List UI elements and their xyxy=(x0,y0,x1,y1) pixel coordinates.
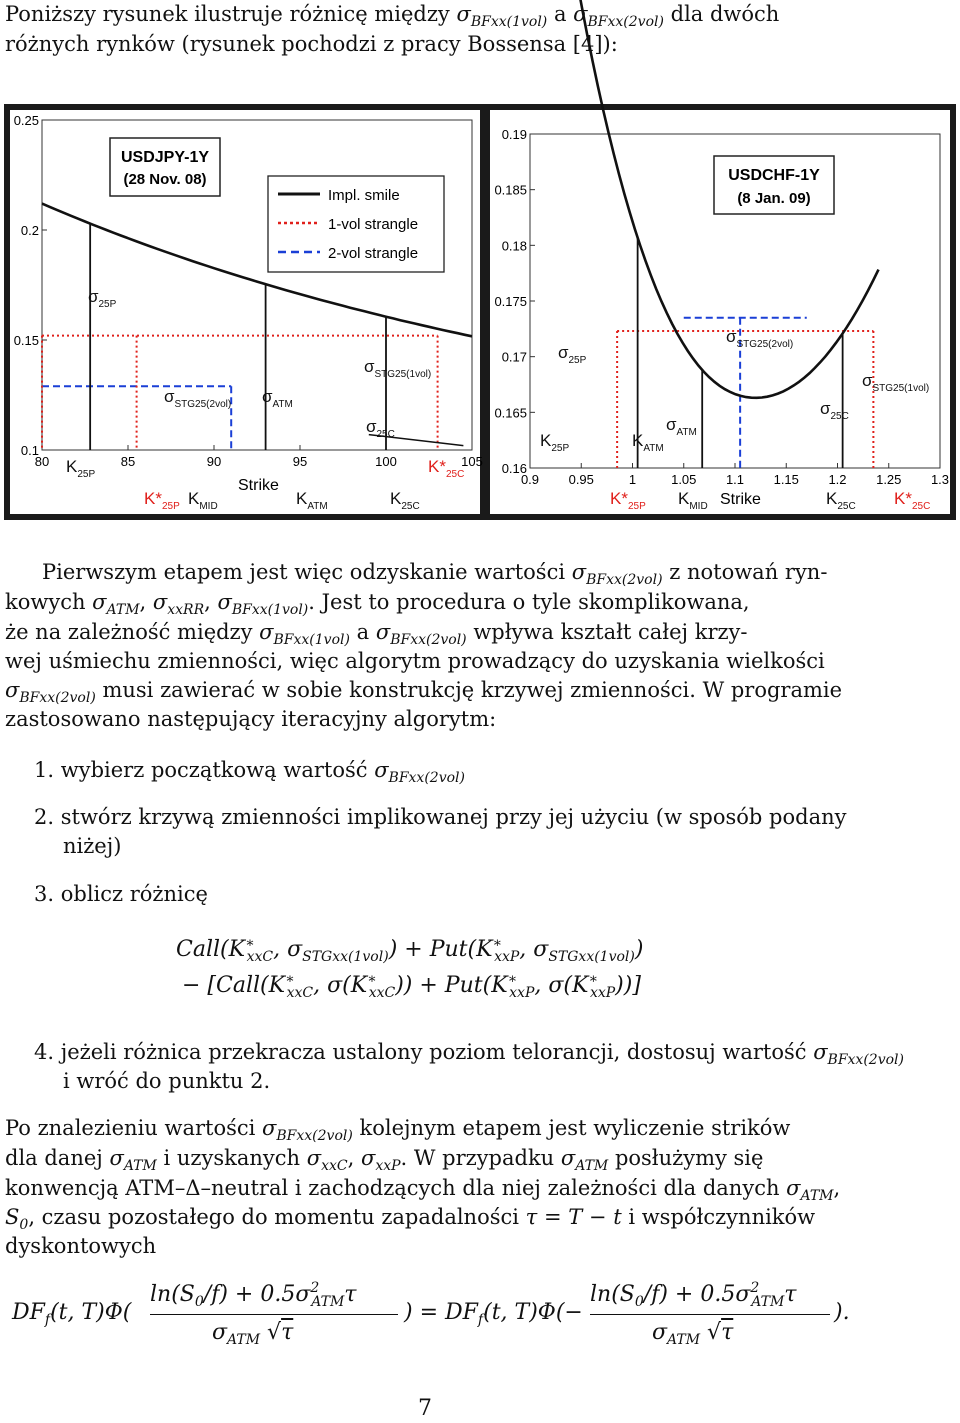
para2-line-3: konwencją ATM–Δ–neutral i zachodzących dla niej zależności dla danych $\sigma_{ATM}$, xyxy=(5,1176,841,1204)
intro-line-2: różnych rynków (rysunek pochodzi z pracy Bossensa [4]): xyxy=(5,32,618,56)
x-tick-label: 95 xyxy=(292,454,308,469)
k-25c-label: $K_{25C}$ xyxy=(826,489,856,512)
fraction-bar-1 xyxy=(150,1314,398,1315)
kstar-25c-label: $K*_{25C}$ xyxy=(428,457,465,480)
x-tick-label: 105 xyxy=(461,454,483,469)
legend-smile-label: Impl. smile xyxy=(328,187,400,204)
x-tick-label: 1.2 xyxy=(828,472,847,487)
chart-right-title: USDCHF-1Y xyxy=(728,167,820,184)
kstar-25p-label: $K*_{25P}$ xyxy=(610,489,646,512)
page-number: 7 xyxy=(418,1396,432,1421)
fraction-bar-2 xyxy=(590,1314,830,1315)
sigma-25p-label: $\sigma_{25P}$ xyxy=(88,287,117,310)
sigma-stg25-2vol-label: $\sigma_{STG25(2vol)}$ xyxy=(164,387,232,410)
formula-2-numerator-1: $\ln(S_0/f) + 0.5\sigma^2_{ATM}\tau$ xyxy=(150,1280,357,1310)
sigma-stg25-1vol-label: $\sigma_{STG25(1vol)}$ xyxy=(364,357,432,380)
para1-line-3: że na zależność między $\sigma_{BFxx(1vol)}$ a $\sigma_{BFxx(2vol)}$ wpływa kształt całej krzy- xyxy=(5,620,748,648)
formula-2 xyxy=(12,1282,942,1352)
y-tick-label: 0.15 xyxy=(13,333,39,348)
kstar-25c-label: $K*_{25C}$ xyxy=(894,489,931,512)
chart-usdjpy-svg xyxy=(10,110,483,514)
k-atm-label: $K_{ATM}$ xyxy=(632,431,664,454)
chart-right-subtitle: (8 Jan. 09) xyxy=(737,190,811,207)
k-25p-label: $K_{25P}$ xyxy=(540,431,570,454)
sigma-25c-label: $\sigma_{25C}$ xyxy=(820,399,849,422)
figure-panels xyxy=(4,104,956,520)
y-tick-label: 0.175 xyxy=(494,294,527,309)
sigma-25p-label: $\sigma_{25P}$ xyxy=(558,343,587,366)
step-1: 1. wybierz początkową wartość $\sigma_{BFxx(2vol)}$ xyxy=(34,758,465,786)
sigma-stg25-1vol-label: $\sigma_{STG25(1vol)}$ xyxy=(862,371,930,394)
sigma-atm-label: $\sigma_{ATM}$ xyxy=(262,387,293,410)
legend-2vol-label: 2-vol strangle xyxy=(328,245,419,262)
sigma-atm-label: $\sigma_{ATM}$ xyxy=(666,415,697,438)
legend-1vol-label: 1-vol strangle xyxy=(328,216,419,233)
chart-left-subtitle: (28 Nov. 08) xyxy=(123,171,207,188)
k-mid-label: $K_{MID}$ xyxy=(188,489,218,512)
k-mid-label-right: $K_{MID}$ xyxy=(678,489,708,512)
step-2-line-1: 2. stwórz krzywą zmienności implikowanej przy jej użyciu (w sposób podany xyxy=(34,805,847,829)
x-tick-label: 90 xyxy=(206,454,222,469)
strike-label: Strike xyxy=(720,491,761,508)
formula-1-line-2: − [$Call(K^∗_{xxC}$, $\sigma(K^∗_{xxC})) + Put(K^∗_{xxP}$, $\sigma(K^∗_{xxP})$)] xyxy=(182,971,641,1001)
formula-2-lhs: $DF_f(t$, T)Φ( xyxy=(12,1300,132,1328)
para1-line-6: zastosowano następujący iteracyjny algorytm: xyxy=(5,707,497,731)
x-tick-label: 85 xyxy=(120,454,136,469)
formula-2-numerator-2: $\ln(S_0/f) + 0.5\sigma^2_{ATM}\tau$ xyxy=(590,1280,797,1310)
y-tick-label: 0.19 xyxy=(501,127,527,142)
y-tick-label: 0.18 xyxy=(501,238,527,254)
y-tick-label: 0.165 xyxy=(494,405,527,421)
step-2-line-2: niżej) xyxy=(63,834,122,858)
x-tick-label: 1.1 xyxy=(725,472,745,487)
step-3: 3. oblicz różnicę xyxy=(34,882,208,906)
x-tick-label: 0.9 xyxy=(520,472,540,487)
y-tick-label: 0.16 xyxy=(501,461,527,476)
x-tick-label: 80 xyxy=(34,454,50,469)
chart-usdchf xyxy=(490,110,950,514)
k-25c-label: $K_{25C}$ xyxy=(390,489,420,512)
para2-line-2: dla danej $\sigma_{ATM}$ i uzyskanych $\sigma_{xxC}$, $\sigma_{xxP}$. W przypadku $\sigma_{ATM}$ posłużymy się xyxy=(5,1146,764,1174)
para1-line-5: $\sigma_{BFxx(2vol)}$ musi zawierać w sobie konstrukcję krzywej zmienności. W programie xyxy=(5,678,843,706)
formula-2-denominator-2: $\sigma_{ATM}$ √τ xyxy=(652,1320,734,1348)
k-atm-label: $K_{ATM}$ xyxy=(296,489,328,512)
step-4-line-1: 4. jeżeli różnica przekracza ustalony poziom telorancji, dostosuj wartość $\sigma_{BFxx(2vol)}$ xyxy=(34,1040,904,1068)
chart-usdchf-svg xyxy=(490,110,950,514)
formula-1-line-1: $Call(K^∗_{xxC}$, $\sigma_{STGxx(1vol)}) + Put(K^∗_{xxP}$, $\sigma_{STGxx(1vol)}$) xyxy=(176,935,644,965)
step-4-line-2: i wróć do punktu 2. xyxy=(63,1069,271,1093)
para2-line-5: dyskontowych xyxy=(5,1234,157,1258)
x-tick-label: 0.95 xyxy=(568,472,594,487)
sigma-25c-label: $\sigma_{25C}$ xyxy=(366,417,395,440)
strike-label: Strike xyxy=(238,477,279,494)
kstar-25p-label: $K*_{25P}$ xyxy=(144,489,180,512)
y-tick-label: 0.2 xyxy=(20,223,39,238)
para1-line-1: Pierwszym etapem jest więc odzyskanie wartości $\sigma_{BFxx(2vol)}$ z notowań ryn- xyxy=(42,560,828,588)
plot-frame xyxy=(42,120,472,450)
k-25p-label: $K_{25P}$ xyxy=(66,457,96,480)
sigma-stg25-2vol-label: $\sigma_{STG25(2vol)}$ xyxy=(726,327,794,350)
chart-left-title: USDJPY-1Y xyxy=(120,149,210,166)
para2-line-4: $S_0$, czasu pozostałego do momentu zapadalności τ = T − t i współczynników xyxy=(5,1205,816,1233)
formula-2-mid: ) = $DF_f(t$, T)Φ(− xyxy=(404,1300,583,1328)
y-tick-label: 0.1 xyxy=(20,443,39,458)
x-tick-label: 100 xyxy=(375,454,397,469)
y-tick-label: 0.25 xyxy=(13,113,39,128)
chart-usdjpy xyxy=(10,110,483,514)
x-tick-label: 1.25 xyxy=(876,472,902,487)
formula-2-end: ). xyxy=(834,1300,850,1325)
x-tick-label: 1.15 xyxy=(773,472,799,487)
para2-line-1: Po znalezieniu wartości $\sigma_{BFxx(2vol)}$ kolejnym etapem jest wyliczenie strików xyxy=(5,1116,791,1144)
formula-2-denominator-1: $\sigma_{ATM}$ √τ xyxy=(212,1320,294,1348)
intro-line-1: Poniższy rysunek ilustruje różnicę między $\sigma_{BFxx(1vol)}$ a $\sigma_{BFxx(2vol)}$ dla dwóch xyxy=(5,2,780,30)
para1-line-4: wej uśmiechu zmienności, więc algorytm prowadzący do uzyskania wielkości xyxy=(5,649,825,673)
x-tick-label: 1 xyxy=(628,472,637,487)
x-tick-label: 1.3 xyxy=(930,472,950,487)
para1-line-2: kowych $\sigma_{ATM}$, $\sigma_{xxRR}$, $\sigma_{BFxx(1vol)}$. Jest to procedura o tyle skomplikowana, xyxy=(5,590,750,618)
y-tick-label: 0.185 xyxy=(494,182,527,198)
x-tick-label: 1.05 xyxy=(671,472,697,487)
y-tick-label: 0.17 xyxy=(501,349,527,365)
